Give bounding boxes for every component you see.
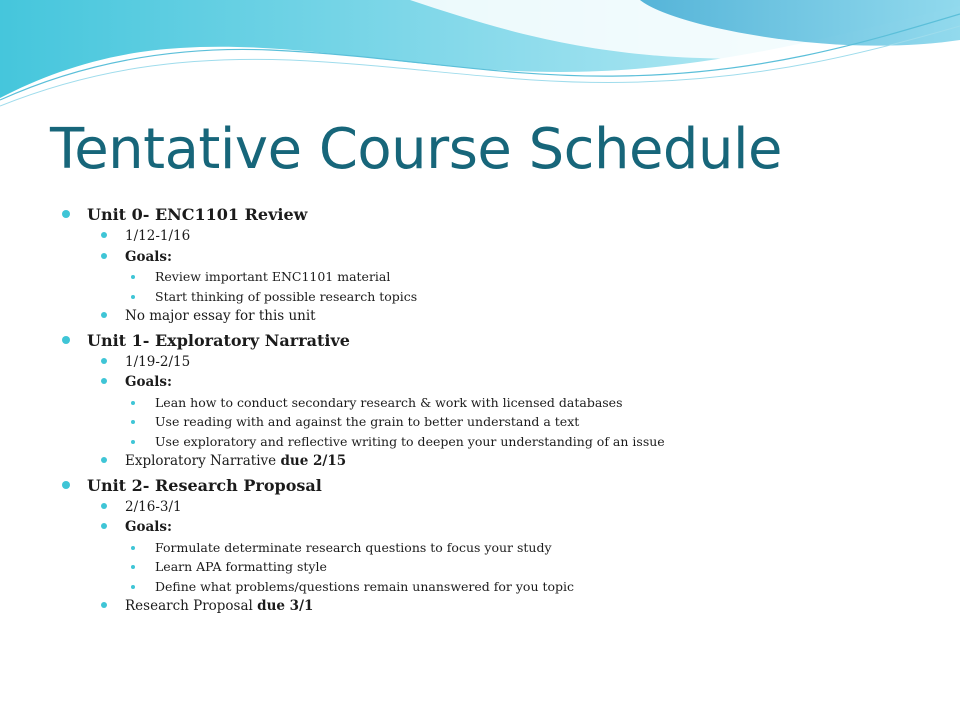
goals-item — [98, 372, 920, 451]
unit-dates: 1/12-1/16 — [98, 226, 920, 247]
goal-item: Review important ENC1101 material — [125, 267, 920, 287]
unit-details — [125, 497, 920, 617]
deliverable-due: due 3/1 — [257, 598, 314, 614]
unit-details — [125, 226, 920, 327]
header-wave-decoration — [0, 0, 960, 110]
unit-item — [60, 204, 920, 327]
goals-item — [98, 247, 920, 307]
goals-label: Goals: — [125, 374, 172, 390]
goals-label: Goals: — [125, 519, 172, 535]
unit-dates: 2/16-3/1 — [98, 497, 920, 518]
goal-item: Start thinking of possible research topics — [125, 287, 920, 307]
deliverable-text: Exploratory Narrative — [125, 453, 281, 469]
unit-heading: Unit 1- Exploratory Narrative — [87, 330, 350, 350]
unit-dates: 1/19-2/15 — [98, 352, 920, 373]
goals-label: Goals: — [125, 248, 172, 265]
unit-item — [60, 330, 920, 472]
unit-heading: Unit 2- Research Proposal — [87, 475, 322, 495]
goal-item: Lean how to conduct secondary research & work with licensed databases — [125, 393, 920, 413]
unit-heading: Unit 0- ENC1101 Review — [87, 205, 308, 224]
unit-deliverable — [98, 451, 920, 472]
slide-title: Tentative Course Schedule — [50, 117, 782, 182]
schedule-content — [60, 204, 920, 617]
goal-item: Formulate determinate research questions to focus your study — [125, 538, 920, 558]
unit-list — [60, 204, 920, 617]
goal-item: Use exploratory and reflective writing to deepen your understanding of an issue — [125, 432, 920, 452]
unit-deliverable — [98, 306, 920, 327]
goal-item: Use reading with and against the grain to better understand a text — [125, 412, 920, 432]
goals-list — [155, 538, 920, 597]
unit-details — [125, 352, 920, 472]
deliverable-due: due 2/15 — [280, 453, 347, 469]
unit-deliverable — [98, 596, 920, 617]
goals-item — [98, 517, 920, 596]
goal-item: Define what problems/questions remain unanswered for you topic — [125, 577, 920, 597]
deliverable-text: No major essay for this unit — [125, 308, 316, 324]
goals-list — [155, 267, 920, 306]
goals-list — [155, 393, 920, 452]
goal-item: Learn APA formatting style — [125, 557, 920, 577]
unit-item — [60, 475, 920, 617]
deliverable-text: Research Proposal — [125, 598, 258, 614]
